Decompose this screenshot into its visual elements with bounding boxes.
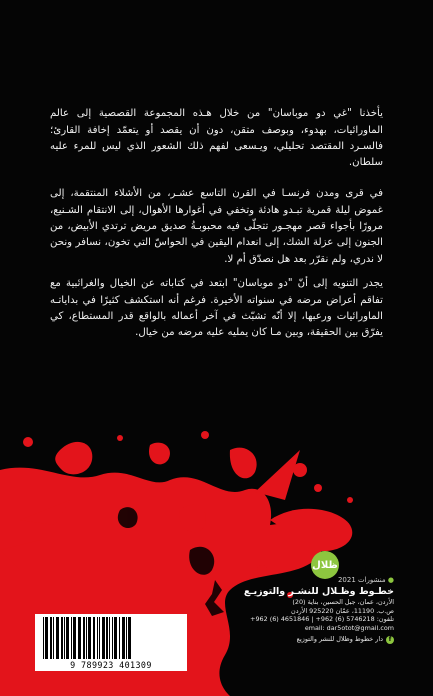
publisher-name: خطـوط وظـلال للنشـر والتوزيـع bbox=[243, 586, 394, 597]
barcode-bar bbox=[88, 617, 91, 659]
publication-year: منشورات 2021 bbox=[337, 576, 386, 584]
barcode-bar bbox=[50, 617, 52, 659]
isbn-digits: 9 789923 401309 bbox=[35, 660, 187, 671]
publisher-email: email: dar5otot@gmail.com bbox=[304, 623, 394, 632]
publication-year-line: ● منشورات 2021 bbox=[337, 576, 394, 584]
publisher-address-1: الأردن، عمان، جبل الحسين، بناية (20) bbox=[292, 598, 394, 606]
barcode-bar bbox=[66, 617, 69, 659]
barcode-bar bbox=[61, 617, 63, 659]
publisher-info bbox=[232, 576, 394, 644]
barcode-bar bbox=[112, 617, 113, 659]
barcode-bar bbox=[128, 617, 131, 659]
facebook-icon: f bbox=[386, 636, 394, 644]
publisher-logo bbox=[311, 551, 339, 579]
barcode-bar bbox=[97, 617, 98, 659]
barcode-bar bbox=[109, 617, 110, 659]
barcode-bar bbox=[83, 617, 85, 659]
barcode-bar bbox=[93, 617, 95, 659]
publisher-phones: تلفون: 5746218 (6) 962+ | 4651846 (6) 962+ bbox=[250, 615, 394, 624]
barcode-bar bbox=[56, 617, 59, 659]
barcode-bar bbox=[45, 617, 48, 659]
barcode-bar bbox=[64, 617, 65, 659]
barcode-bar bbox=[71, 617, 72, 659]
barcode-bar bbox=[106, 617, 108, 659]
blurb-paragraph-1: يأخذنا "غي دو موباسان" من خلال هـذه المجموعة القصصية إلى عالم الماورائيات، بهدوء، وبوصف متقن، دون أن يقصد أو يتعمّد إخافة القارئ؛ فالسـرد المقتصد تحليلي، ويـسعى لفهم ذلك الشعور الذي ليس للمرء عليه سلطان. bbox=[50, 108, 383, 169]
barcode-bar bbox=[119, 617, 120, 659]
blurb-paragraph-2: في قرى ومدن فرنسـا في القرن التاسع عشـر، من الأشلاء المنتقمة، إلى غموض ليلة قمرية تبـدو هادئة وتخفي في أغوارها الأهوال، إلى الانتقام الشـنيع، مرورًا بأجواء قصر مهجـور تتجلّى فيه محبوبـةُ صديق مريض ترتدي الأبيض، من الجنون إلى عزلة الشك، إلى انعدام اليقين في الحواسّ التي تخون، نسافر ونحن لا ندري، ولم نقرّر بعد هل نصدّق أم لا. bbox=[50, 188, 383, 265]
barcode-bar bbox=[73, 617, 76, 659]
publisher-logo-text: ظلال bbox=[312, 559, 338, 571]
isbn-barcode bbox=[35, 614, 187, 660]
facebook-page-name: دار خطوط وظلال للنشر والتوزيع bbox=[296, 635, 383, 644]
blurb-paragraph-3: يجدر التنويه إلى أنّ "دو موباسان" ابتعد في كتاباته عن الخيال والغرائبية مع تفاقم أعراض مرضه في سنواته الأخيرة. فرغم أنه استكشف كثيرًا في بداياتـه الماورائيات ورعبها، إلا أنّه تشبّث في آخر أعماله بالواقع قدر المستطاع، كي يفرّق بين الحقيقة، وبين مـا كان يمليه عليه مرضه من خيال. bbox=[50, 278, 383, 339]
barcode-bar bbox=[43, 617, 44, 659]
barcode-bar bbox=[86, 617, 87, 659]
barcode-bar bbox=[53, 617, 54, 659]
barcode-bar bbox=[126, 617, 127, 659]
publisher-address-2: ص.ب. 11190، عمّان 925220 الأردن bbox=[291, 606, 394, 615]
barcode-bar bbox=[78, 617, 81, 659]
barcode-bar bbox=[122, 617, 125, 659]
barcode-bar bbox=[102, 617, 105, 659]
publisher-facebook bbox=[232, 635, 394, 644]
barcode-bar bbox=[99, 617, 100, 659]
barcode-bar bbox=[114, 617, 117, 659]
